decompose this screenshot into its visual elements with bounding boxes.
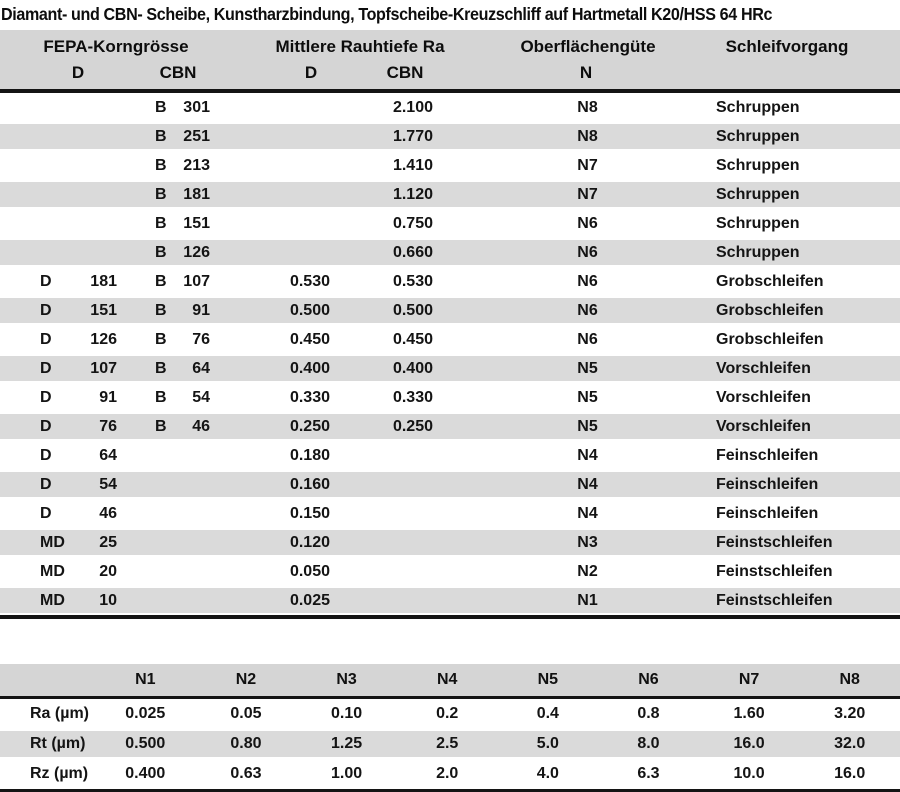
cell-cbn-value: [175, 557, 210, 586]
cell-b-label: B: [155, 302, 167, 319]
cell-schleifvorgang: Feinstschleifen: [716, 534, 833, 551]
cell-schleifvorgang: Schruppen: [716, 99, 800, 116]
cell-n-grade: N6: [577, 273, 598, 290]
cell-b-label: B: [155, 244, 167, 261]
cell-ra-d: 0.150: [289, 505, 330, 522]
cell-cbn-value: 213: [183, 157, 210, 174]
cell-ra-cbn: [330, 470, 433, 499]
roughness-value: 2.5: [436, 735, 459, 752]
subheader-d-grain: D: [71, 63, 85, 82]
main-table-header: [0, 30, 900, 89]
cell-ra-d: 0.180: [289, 447, 330, 464]
table-row: [0, 499, 900, 528]
cell-ra-d: 0.450: [289, 331, 330, 348]
cell-n-grade: N8: [577, 99, 598, 116]
cell-ra-cbn: 1.770: [392, 128, 433, 145]
roughness-table-body: [0, 699, 900, 789]
roughness-value: 0.80: [230, 735, 262, 752]
subheader-cbn-ra: CBN: [386, 63, 424, 82]
cell-ra-d: 0.500: [289, 302, 330, 319]
cell-ra-cbn: 0.400: [392, 360, 433, 377]
cell-n-grade: N4: [577, 476, 598, 493]
cell-d-value: [70, 151, 117, 180]
cell-d-value: 54: [99, 476, 117, 493]
roughness-value: 0.2: [436, 705, 459, 722]
cell-ra-cbn: 0.500: [392, 302, 433, 319]
table-row: [0, 528, 900, 557]
roughness-row-label: Rz (µm): [30, 765, 89, 782]
cell-n-grade: N6: [577, 302, 598, 319]
cell-n-grade: N6: [577, 331, 598, 348]
roughness-value: 5.0: [536, 735, 559, 752]
cell-d-label: D: [40, 302, 52, 319]
cell-b-label: [155, 586, 175, 615]
roughness-table-header: [0, 664, 900, 696]
cell-ra-d: [250, 180, 330, 209]
cell-n-grade: N3: [577, 534, 598, 551]
roughness-value: 1.60: [733, 705, 765, 722]
main-table: [0, 30, 900, 619]
main-table-body: [0, 93, 900, 615]
cell-cbn-value: [175, 499, 210, 528]
cell-n-grade: N7: [577, 186, 598, 203]
cell-ra-d: 0.530: [289, 273, 330, 290]
cell-d-label: [40, 122, 70, 151]
roughness-header-n7: N7: [738, 671, 760, 688]
cell-n-grade: N6: [577, 215, 598, 232]
cell-schleifvorgang: Schruppen: [716, 128, 800, 145]
cell-b-label: B: [155, 331, 167, 348]
cell-ra-d: 0.160: [289, 476, 330, 493]
roughness-header-n6: N6: [638, 671, 659, 688]
cell-ra-cbn: 0.750: [392, 215, 433, 232]
cell-b-label: B: [155, 418, 167, 435]
cell-schleifvorgang: Grobschleifen: [716, 302, 824, 319]
roughness-value: 2.0: [436, 765, 459, 782]
cell-d-label: D: [40, 447, 52, 464]
cell-ra-d: [250, 122, 330, 151]
roughness-value: 10.0: [733, 765, 765, 782]
cell-d-label: D: [40, 389, 52, 406]
cell-d-label: MD: [40, 592, 65, 609]
cell-d-value: [70, 93, 117, 122]
roughness-value: 0.05: [230, 705, 262, 722]
cell-schleifvorgang: Schruppen: [716, 186, 800, 203]
cell-cbn-value: [175, 441, 210, 470]
cell-n-grade: N8: [577, 128, 598, 145]
cell-d-label: D: [40, 418, 52, 435]
cell-b-label: [155, 528, 175, 557]
table-row: [0, 325, 900, 354]
cell-cbn-value: 151: [183, 215, 210, 232]
roughness-value: 0.63: [230, 765, 262, 782]
cell-b-label: B: [155, 99, 167, 116]
cell-b-label: [155, 470, 175, 499]
cell-schleifvorgang: Feinschleifen: [716, 447, 819, 464]
cell-cbn-value: 91: [192, 302, 210, 319]
table-row: [0, 296, 900, 325]
roughness-row-label: Ra (µm): [30, 705, 89, 722]
roughness-value: 0.400: [125, 765, 166, 782]
roughness-row-label: Rt (µm): [30, 735, 86, 752]
cell-d-label: D: [40, 505, 52, 522]
cell-schleifvorgang: Feinschleifen: [716, 505, 819, 522]
table-row: [0, 412, 900, 441]
cell-d-label: [40, 180, 70, 209]
table-row: [0, 267, 900, 296]
cell-cbn-value: 76: [192, 331, 210, 348]
table-row: [0, 93, 900, 122]
roughness-header-n1: N1: [135, 671, 156, 688]
header-oberflaechenguete: Oberflächengüte: [520, 37, 656, 56]
roughness-table: [0, 664, 900, 792]
cell-n-grade: N5: [577, 389, 598, 406]
cell-ra-cbn: 1.120: [392, 186, 433, 203]
cell-ra-cbn: 0.250: [392, 418, 433, 435]
table-row: [0, 557, 900, 586]
cell-d-label: [40, 238, 70, 267]
cell-cbn-value: 301: [183, 99, 210, 116]
cell-schleifvorgang: Feinschleifen: [716, 476, 819, 493]
cell-cbn-value: [175, 470, 210, 499]
cell-ra-d: 0.330: [289, 389, 330, 406]
cell-d-value: [70, 122, 117, 151]
roughness-row: [0, 759, 900, 789]
cell-ra-d: [250, 209, 330, 238]
cell-b-label: B: [155, 273, 167, 290]
cell-d-value: 181: [90, 273, 117, 290]
cell-d-value: 64: [99, 447, 117, 464]
cell-d-label: MD: [40, 563, 65, 580]
cell-d-value: 20: [99, 563, 117, 580]
table-row: [0, 383, 900, 412]
cell-ra-cbn: 0.330: [392, 389, 433, 406]
cell-n-grade: N4: [577, 447, 598, 464]
cell-b-label: B: [155, 389, 167, 406]
cell-d-value: [70, 180, 117, 209]
cell-d-value: 151: [90, 302, 117, 319]
header-schleifvorgang: Schleifvorgang: [725, 37, 849, 56]
roughness-header-empty: [0, 664, 95, 696]
cell-n-grade: N4: [577, 505, 598, 522]
cell-ra-cbn: 0.530: [392, 273, 433, 290]
cell-cbn-value: 181: [183, 186, 210, 203]
cell-schleifvorgang: Grobschleifen: [716, 331, 824, 348]
header-mittlere-rauhtiefe: Mittlere Rauhtiefe Ra: [275, 37, 445, 56]
cell-d-label: D: [40, 273, 52, 290]
cell-schleifvorgang: Grobschleifen: [716, 273, 824, 290]
cell-d-label: D: [40, 331, 52, 348]
roughness-header-n5: N5: [537, 671, 559, 688]
table-row: [0, 354, 900, 383]
cell-ra-d: 0.400: [289, 360, 330, 377]
roughness-value: 32.0: [834, 735, 866, 752]
table-row: [0, 470, 900, 499]
cell-schleifvorgang: Vorschleifen: [716, 360, 811, 377]
cell-d-value: 126: [90, 331, 117, 348]
roughness-header-n2: N2: [235, 671, 257, 688]
cell-d-value: [70, 209, 117, 238]
cell-ra-cbn: [330, 557, 433, 586]
cell-n-grade: N6: [577, 244, 598, 261]
cell-cbn-value: 107: [183, 273, 210, 290]
cell-ra-d: 0.250: [289, 418, 330, 435]
cell-ra-cbn: [330, 499, 433, 528]
table-row: [0, 209, 900, 238]
cell-schleifvorgang: Vorschleifen: [716, 389, 811, 406]
subheader-cbn-grain: CBN: [159, 63, 197, 82]
cell-d-value: 46: [99, 505, 117, 522]
table-row: [0, 122, 900, 151]
roughness-header-n8: N8: [839, 671, 860, 688]
cell-b-label: [155, 441, 175, 470]
cell-b-label: B: [155, 157, 167, 174]
cell-schleifvorgang: Vorschleifen: [716, 418, 811, 435]
roughness-row: [0, 729, 900, 759]
cell-ra-d: 0.120: [289, 534, 330, 551]
roughness-value: 0.025: [125, 705, 166, 722]
table-row: [0, 441, 900, 470]
cell-schleifvorgang: Schruppen: [716, 244, 800, 261]
header-fepa-korngroesse: FEPA-Korngrösse: [43, 37, 189, 56]
cell-cbn-value: [175, 586, 210, 615]
cell-d-value: [70, 238, 117, 267]
cell-ra-cbn: [330, 528, 433, 557]
cell-cbn-value: 251: [183, 128, 210, 145]
cell-schleifvorgang: Schruppen: [716, 157, 800, 174]
cell-d-label: [40, 209, 70, 238]
roughness-value: 0.8: [637, 705, 660, 722]
cell-schleifvorgang: Feinstschleifen: [716, 563, 833, 580]
table-row: [0, 180, 900, 209]
cell-b-label: B: [155, 215, 167, 232]
roughness-value: 16.0: [834, 765, 866, 782]
cell-schleifvorgang: Schruppen: [716, 215, 800, 232]
cell-b-label: [155, 499, 175, 528]
roughness-value: 4.0: [536, 765, 559, 782]
subheader-n: N: [579, 63, 593, 82]
cell-d-label: MD: [40, 534, 65, 551]
cell-ra-d: [250, 238, 330, 267]
roughness-value: 8.0: [637, 735, 660, 752]
cell-d-value: 25: [99, 534, 117, 551]
cell-b-label: [155, 557, 175, 586]
cell-ra-d: 0.025: [289, 592, 330, 609]
cell-cbn-value: 54: [192, 389, 210, 406]
cell-b-label: B: [155, 128, 167, 145]
roughness-value: 16.0: [733, 735, 765, 752]
roughness-value: 0.10: [330, 705, 363, 722]
roughness-header-n3: N3: [336, 671, 357, 688]
cell-d-label: D: [40, 360, 52, 377]
roughness-value: 6.3: [637, 765, 660, 782]
cell-ra-d: 0.050: [289, 563, 330, 580]
cell-cbn-value: 126: [183, 244, 210, 261]
cell-ra-cbn: [330, 441, 433, 470]
cell-schleifvorgang: Feinstschleifen: [716, 592, 833, 609]
roughness-value: 3.20: [834, 705, 866, 722]
cell-d-value: 107: [90, 360, 117, 377]
cell-d-label: D: [40, 476, 52, 493]
roughness-value: 1.00: [330, 765, 363, 782]
table-row: [0, 151, 900, 180]
cell-ra-cbn: 0.450: [392, 331, 433, 348]
cell-b-label: B: [155, 186, 167, 203]
cell-n-grade: N2: [577, 563, 598, 580]
cell-d-value: 10: [99, 592, 117, 609]
cell-d-label: [40, 93, 70, 122]
table-row: [0, 238, 900, 267]
table-bottom-rule: [0, 615, 900, 619]
cell-n-grade: N5: [577, 360, 598, 377]
cell-ra-d: [250, 151, 330, 180]
roughness-value: 0.500: [125, 735, 166, 752]
table-row: [0, 586, 900, 615]
cell-n-grade: N1: [577, 592, 598, 609]
cell-ra-cbn: [330, 586, 433, 615]
cell-n-grade: N5: [577, 418, 598, 435]
cell-cbn-value: 64: [192, 360, 210, 377]
cell-ra-cbn: 1.410: [392, 157, 433, 174]
roughness-value: 1.25: [330, 735, 363, 752]
cell-d-value: 91: [99, 389, 117, 406]
roughness-header-n4: N4: [436, 671, 458, 688]
roughness-value: 0.4: [536, 705, 559, 722]
cell-d-label: [40, 151, 70, 180]
cell-d-value: 76: [99, 418, 117, 435]
cell-ra-d: [250, 93, 330, 122]
cell-cbn-value: 46: [192, 418, 210, 435]
roughness-row: [0, 699, 900, 729]
cell-ra-cbn: 0.660: [392, 244, 433, 261]
subheader-d-ra: D: [304, 63, 318, 82]
cell-n-grade: N7: [577, 157, 598, 174]
page-title: Diamant- und CBN- Scheibe, Kunstharzbindung, Topfscheibe-Kreuzschliff auf Hartmetall K20/HSS 64 HRc: [1, 4, 773, 24]
cell-b-label: B: [155, 360, 167, 377]
cell-cbn-value: [175, 528, 210, 557]
cell-ra-cbn: 2.100: [392, 99, 433, 116]
